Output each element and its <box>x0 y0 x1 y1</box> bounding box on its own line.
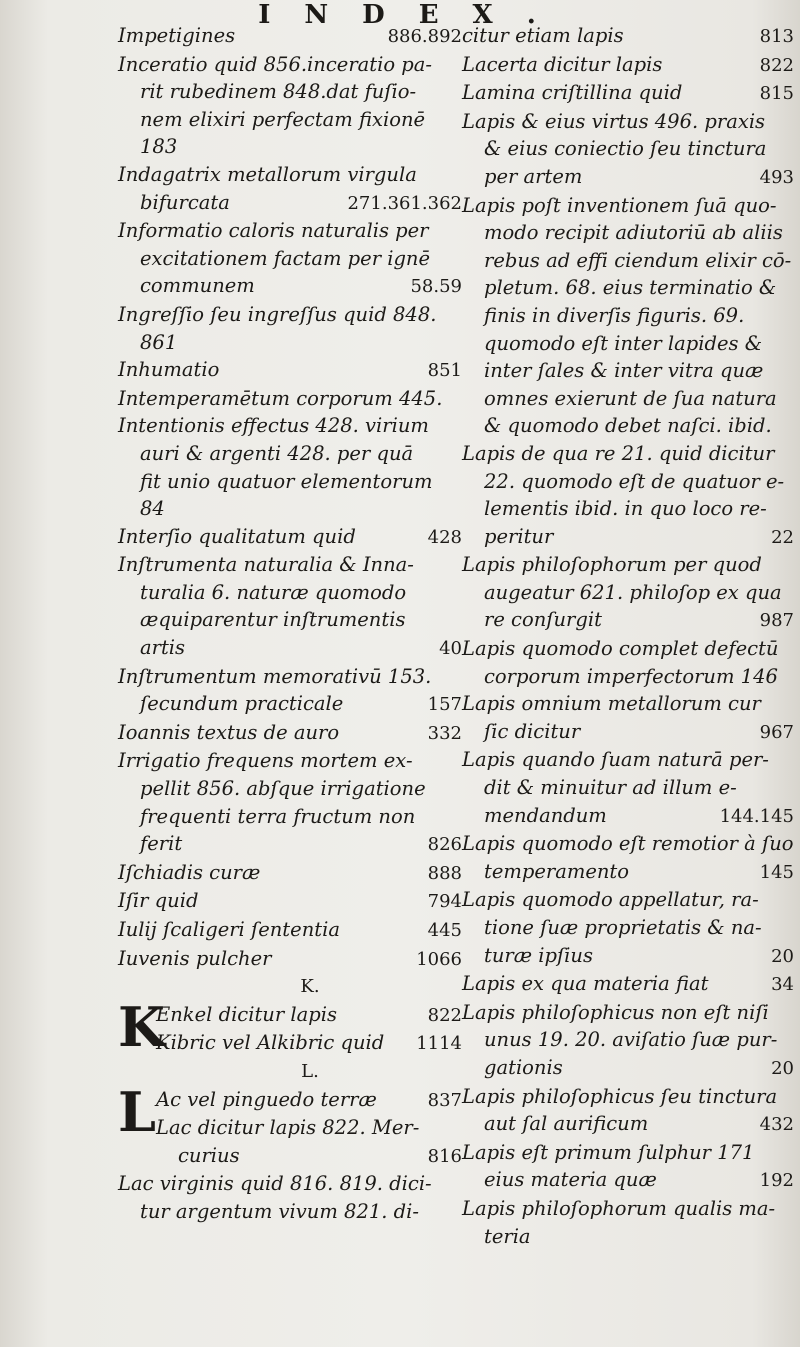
entry-text: Lamina criſtillina quid <box>462 81 683 105</box>
entry-text: nem elixiri perfectam fixionē <box>140 107 426 131</box>
entry-line <box>462 774 794 802</box>
entry-text: corporum imperfectorum 146 <box>484 664 778 688</box>
index-entry <box>462 886 794 970</box>
left-column <box>118 22 462 1226</box>
entry-line <box>462 468 794 496</box>
letter-entries <box>156 1086 462 1171</box>
entry-line <box>118 634 462 663</box>
page-reference: 271.361.362 <box>347 192 462 214</box>
entry-line <box>462 830 794 858</box>
entry-line <box>118 719 462 748</box>
entry-line <box>156 1086 462 1115</box>
entry-line <box>118 217 462 245</box>
index-entry <box>118 663 462 719</box>
entry-text: rebus ad effi ciendum elixir cō- <box>484 248 792 272</box>
entry-line <box>118 78 462 106</box>
entry-text: eius materia quæ <box>484 1168 657 1192</box>
entry-line <box>156 1001 462 1030</box>
entry-text: Lapis philoſophorum qualis ma- <box>462 1196 776 1220</box>
page-reference: 493 <box>759 166 794 188</box>
entry-line <box>462 551 794 579</box>
page-reference: 822 <box>427 1004 462 1026</box>
page-reference: 1066 <box>416 948 462 970</box>
index-entry <box>462 192 794 440</box>
entry-line <box>462 1223 794 1251</box>
entry-text: turæ ipſius <box>484 943 593 967</box>
entry-line <box>118 356 462 385</box>
entry-text: Lapis poſt inventionem ſuā quo- <box>462 193 777 217</box>
entry-line <box>118 440 462 468</box>
entry-text: augeatur 621. philoſop ex qua <box>484 580 782 604</box>
entry-text: rit rubedinem 848.dat fuſio- <box>140 80 417 104</box>
page-reference: 432 <box>759 1114 794 1136</box>
entry-line <box>462 192 794 220</box>
entry-line <box>118 189 462 218</box>
entry-text: Impetigines <box>118 24 236 47</box>
page-reference: 822 <box>759 54 794 76</box>
letter-entries <box>156 1001 462 1058</box>
entry-text: artis <box>140 636 186 660</box>
entry-line <box>462 22 794 51</box>
page-reference: 34 <box>771 974 794 996</box>
index-entry <box>118 356 462 385</box>
entry-line <box>118 775 462 803</box>
entry-line <box>462 163 794 192</box>
entry-text: teria <box>484 1224 531 1248</box>
entry-line <box>462 1026 794 1054</box>
entry-text: Lapis de qua re 21. quid dicitur <box>462 441 775 465</box>
entry-line <box>118 1170 462 1198</box>
page-reference: 157 <box>427 694 462 716</box>
letter-heading-k: K. <box>300 976 320 998</box>
entry-text: Lapis quomodo eſt remotior à ſuo <box>462 832 794 856</box>
entry-text: Lapis eſt primum ſulphur 171 <box>462 1140 755 1164</box>
index-entry <box>462 1139 794 1195</box>
entry-line <box>118 663 462 691</box>
right-column <box>462 22 794 1250</box>
page-reference: 20 <box>771 945 794 967</box>
entry-text: unus 19. 20. aviſatio ſuæ pur- <box>484 1028 778 1052</box>
page-reference: 144.145 <box>719 805 794 827</box>
index-entry <box>462 51 794 80</box>
page-reference: 1114 <box>416 1033 462 1055</box>
entry-text: Lapis quomodo complet defectū <box>462 637 779 661</box>
index-header: INDEX. <box>258 0 570 30</box>
entry-text: Lac dicitur lapis 822. Mer- <box>156 1116 420 1140</box>
entry-text: ſic dicitur <box>484 719 581 743</box>
entry-text: Lapis omnium metallorum cur <box>462 692 761 716</box>
index-entry <box>118 301 462 356</box>
entry-text: peritur <box>484 524 554 548</box>
entry-line <box>462 635 794 663</box>
entry-line <box>462 219 794 247</box>
page-reference: 40 <box>439 638 462 660</box>
entry-line <box>462 440 794 468</box>
entry-line <box>118 551 462 579</box>
page-reference: 813 <box>759 26 794 47</box>
entry-line <box>118 412 462 440</box>
entry-line <box>118 579 462 607</box>
index-entry <box>156 1086 462 1115</box>
entry-line <box>462 1083 794 1111</box>
entry-text: Ioannis textus de auro <box>118 720 340 744</box>
entry-line <box>118 133 462 161</box>
entry-text: dit & minuitur ad illum e- <box>484 776 737 800</box>
entry-line <box>118 161 462 189</box>
index-entry <box>156 1114 462 1170</box>
entry-line <box>118 385 462 413</box>
entry-text: curius <box>178 1143 240 1167</box>
entry-line <box>118 830 462 859</box>
entry-line <box>462 495 794 523</box>
entry-text: 183 <box>140 135 178 159</box>
page-reference: 815 <box>759 83 794 105</box>
entry-text: Lapis philoſophicus non eſt niſi <box>462 1000 769 1024</box>
index-entry <box>118 1170 462 1225</box>
index-entry <box>462 22 794 51</box>
entry-line <box>156 1142 462 1171</box>
entry-text: Inceratio quid 856.inceratio pa- <box>118 52 432 76</box>
index-entry <box>462 970 794 999</box>
entry-line <box>118 803 462 831</box>
entry-text: Iuvenis pulcher <box>118 946 272 970</box>
index-entry <box>118 22 462 51</box>
entry-text: inter ſales & inter vitra quæ <box>484 359 764 383</box>
entry-text: auri & argenti 428. per quā <box>140 441 414 465</box>
entry-line <box>462 886 794 914</box>
index-entry <box>118 747 462 858</box>
entry-text: Informatio caloris naturalis per <box>118 219 429 243</box>
entry-text: turalia 6. naturæ quomodo <box>140 580 407 604</box>
index-entry <box>118 217 462 301</box>
entry-text: Kibric vel Alkibric quid <box>156 1031 385 1055</box>
index-entry <box>462 551 794 635</box>
entry-text: omnes exierunt de ſua natura <box>484 386 777 410</box>
index-entry <box>462 690 794 746</box>
page-reference: 22 <box>771 526 794 548</box>
index-entry <box>118 412 462 522</box>
index-entry <box>118 887 462 916</box>
entry-line <box>156 1114 462 1142</box>
entry-line <box>462 914 794 942</box>
drop-cap-l: L <box>118 1079 156 1144</box>
page-reference: 816 <box>427 1145 462 1167</box>
entry-text: Lapis philoſophicus ſeu tinctura <box>462 1084 778 1108</box>
entry-line <box>462 135 794 163</box>
entry-line <box>118 329 462 357</box>
index-entry <box>462 830 794 886</box>
entry-line <box>118 51 462 79</box>
entry-line <box>118 859 462 888</box>
index-entry <box>462 440 794 551</box>
entry-line <box>118 468 462 496</box>
letter-section-l <box>118 1079 462 1171</box>
entry-text: Ingreſſio ſeu ingreſſus quid 848. <box>118 302 437 326</box>
page-reference: 967 <box>759 721 794 743</box>
entry-line <box>462 1054 794 1083</box>
entry-text: Enkel dicitur lapis <box>156 1002 337 1026</box>
entry-line <box>118 523 462 552</box>
index-entry <box>462 635 794 690</box>
entry-line <box>462 718 794 747</box>
index-entry <box>462 1083 794 1139</box>
index-entry <box>118 859 462 888</box>
entry-line <box>462 746 794 774</box>
entry-text: tur argentum vivum 821. di- <box>140 1199 419 1223</box>
entry-text: Iulij ſcaligeri ſententia <box>118 918 340 941</box>
entry-line <box>462 579 794 607</box>
index-entry <box>462 746 794 830</box>
entry-text: Intentionis effectus 428. virium <box>118 414 429 438</box>
index-entry <box>462 999 794 1083</box>
entry-line <box>118 22 462 51</box>
entry-line <box>118 1198 462 1226</box>
entry-text: Interſio qualitatum quid <box>118 524 356 548</box>
entry-text: per artem <box>484 164 583 188</box>
entry-text: Lapis quando ſuam naturā per- <box>462 748 769 772</box>
entry-text: re conſurgit <box>484 608 602 632</box>
entry-text: excitationem factam per ignē <box>140 246 431 270</box>
entry-text: Lapis philoſophorum per quod <box>462 553 762 577</box>
index-entry <box>156 1029 462 1058</box>
entry-line <box>156 1029 462 1058</box>
entry-line <box>462 357 794 385</box>
entry-line <box>462 942 794 971</box>
entry-text: ſecundum practicale <box>140 692 344 716</box>
entry-line <box>118 245 462 273</box>
entry-line <box>462 1166 794 1195</box>
entry-text: frequenti terra fructum non <box>140 804 416 828</box>
letter-heading-l: L. <box>301 1060 319 1082</box>
page-reference: 851 <box>427 360 462 382</box>
entry-text: Lapis ex qua materia fiat <box>462 972 709 996</box>
entry-line <box>462 274 794 302</box>
letter-section-k <box>118 994 462 1059</box>
entry-text: pletum. 68. eius terminatio & <box>484 276 777 300</box>
page-reference: 20 <box>771 1057 794 1079</box>
entry-text: fit unio quatuor elementorum <box>140 469 433 493</box>
entry-line <box>462 1195 794 1223</box>
index-entry <box>118 51 462 161</box>
entry-text: Inſtrumenta naturalia & Inna- <box>118 553 414 577</box>
entry-text: tione ſuæ proprietatis & na- <box>484 916 762 939</box>
entry-line <box>462 690 794 718</box>
entry-line <box>118 301 462 329</box>
entry-text: Lacerta dicitur lapis <box>462 52 663 76</box>
entry-text: aut ſal aurificum <box>484 1112 649 1136</box>
page-reference: 888 <box>427 862 462 884</box>
entry-line <box>462 1139 794 1167</box>
page-reference: 145 <box>759 861 794 883</box>
index-entry <box>118 523 462 552</box>
entry-line <box>462 858 794 887</box>
page-reference: 987 <box>759 610 794 632</box>
entry-line <box>118 945 462 974</box>
entry-text: æquiparentur inſtrumentis <box>140 608 406 632</box>
entry-text: lementis ibid. in quo loco re- <box>484 497 767 521</box>
entry-text: bifurcata <box>140 190 230 214</box>
entry-text: quomodo eſt inter lapides & <box>484 331 763 355</box>
page-reference: 332 <box>427 722 462 744</box>
entry-text: modo recipit adiutoriū ab aliis <box>484 221 783 245</box>
entry-text: & quomodo debet naſci. ibid. <box>484 414 772 438</box>
entry-line <box>462 330 794 358</box>
entry-text: Iſchiadis curæ <box>118 860 261 884</box>
page-reference: 794 <box>427 891 462 913</box>
entry-text: Lapis quomodo appellatur, ra- <box>462 888 759 912</box>
entry-line <box>462 51 794 80</box>
entry-line <box>462 302 794 330</box>
entry-text: Iſir quid <box>118 889 199 913</box>
page-reference: 428 <box>427 526 462 548</box>
entry-text: gationis <box>484 1055 563 1079</box>
entry-line <box>118 106 462 134</box>
entry-line <box>462 79 794 108</box>
entry-line <box>462 802 794 831</box>
entry-line <box>118 690 462 719</box>
index-entry <box>118 916 462 945</box>
entry-text: 84 <box>140 497 165 521</box>
entry-line <box>462 663 794 691</box>
entry-line <box>462 523 794 552</box>
entry-line <box>118 747 462 775</box>
entry-line <box>462 108 794 136</box>
entry-line <box>118 272 462 301</box>
entry-text: temperamento <box>484 859 630 883</box>
entry-text: 861 <box>140 330 178 354</box>
entry-line <box>462 970 794 999</box>
index-entry <box>118 945 462 974</box>
entry-text: finis in diverſis figuris. 69. <box>484 303 745 327</box>
entry-line <box>462 247 794 275</box>
entry-line <box>118 916 462 945</box>
entry-line <box>462 412 794 440</box>
entry-text: Intemperamētum corporum 445. <box>118 386 443 410</box>
entry-text: Lapis & eius virtus 496. praxis <box>462 109 766 133</box>
index-entry <box>118 551 462 662</box>
entry-line <box>118 887 462 916</box>
entry-text: Ac vel pinguedo terræ <box>156 1087 377 1111</box>
entry-text: communem <box>140 274 255 298</box>
entry-text: ferit <box>140 832 183 856</box>
entry-text: Lac virginis quid 816. 819. dici- <box>118 1172 432 1196</box>
entry-text: Irrigatio frequens mortem ex- <box>118 749 413 773</box>
page-reference: 58.59 <box>410 276 462 298</box>
entry-text: pellit 856. abſque irrigatione <box>140 777 426 801</box>
page-reference: 445 <box>427 920 462 941</box>
entry-text: Indagatrix metallorum virgula <box>118 162 417 186</box>
entry-line <box>462 999 794 1027</box>
entry-text: citur etiam lapis <box>462 24 624 47</box>
index-entry <box>156 1001 462 1030</box>
entry-line <box>462 1110 794 1139</box>
page-reference: 837 <box>427 1089 462 1111</box>
entry-line <box>118 606 462 634</box>
page-reference: 826 <box>427 834 462 856</box>
index-entry <box>118 161 462 217</box>
entry-line <box>118 495 462 523</box>
index-entry <box>118 385 462 413</box>
page-reference: 886.892 <box>387 26 462 47</box>
entry-line <box>462 385 794 413</box>
index-entry <box>118 719 462 748</box>
entry-text: Inhumatio <box>118 358 220 382</box>
entry-text: & eius coniectio ſeu tinctura <box>484 137 767 161</box>
page-reference: 192 <box>759 1170 794 1192</box>
drop-cap-k: K <box>118 994 165 1059</box>
entry-text: Inſtrumentum memorativū 153. <box>118 664 432 688</box>
entry-text: mendandum <box>484 803 607 827</box>
entry-text: 22. quomodo eſt de quatuor e- <box>484 469 785 493</box>
entry-line <box>462 606 794 635</box>
letter-entries-rest <box>118 1170 462 1225</box>
index-entry <box>462 108 794 192</box>
index-entry <box>462 1195 794 1250</box>
index-entry <box>462 79 794 108</box>
